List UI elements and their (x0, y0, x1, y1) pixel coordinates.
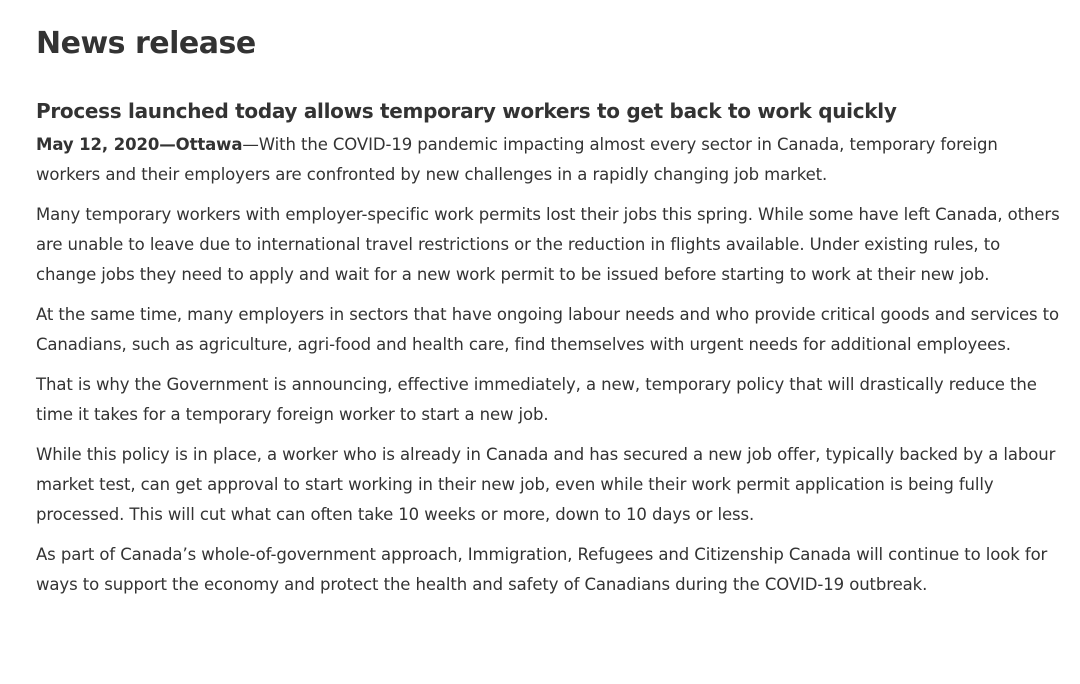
paragraph-3: At the same time, many employers in sectors that have ongoing labour needs and who provide critical goods and services to Canadians, such as agriculture, agri-food and health care, find themselves with urgent needs for additional employees. (36, 305, 1060, 354)
release-subtitle: Process launched today allows temporary workers to get back to work quickly (36, 99, 897, 123)
paragraph-2: Many temporary workers with employer-specific work permits lost their jobs this spring. While some have left Canada, others are unable to leave due to international travel restrictions or the reduction in flights available. Under existing rules, to change jobs they need to apply and wait for a new work permit to be issued before starting to work at their new job. (36, 205, 1060, 284)
page-title: News release (36, 26, 256, 61)
dateline: May 12, 2020—Ottawa (36, 135, 243, 154)
paragraph-5: While this policy is in place, a worker who is already in Canada and has secured a new job offer, typically backed by a labour market test, can get approval to start working in their new job, even while their work permit application is being fully processed. This will cut what can often take 10 weeks or more, down to 10 days or less. (36, 445, 1056, 524)
paragraph-1 (36, 130, 1062, 190)
paragraph-6: As part of Canada’s whole-of-government approach, Immigration, Refugees and Citizenship Canada will continue to look for ways to support the economy and protect the health and safety of Canadians during the COVID-19 outbreak. (36, 545, 1048, 594)
paragraph-1-text: —With the COVID-19 pandemic impacting almost every sector in Canada, temporary foreign workers and their employers are confronted by new challenges in a rapidly changing job market. (36, 135, 998, 184)
paragraph-4: That is why the Government is announcing, effective immediately, a new, temporary policy that will drastically reduce the time it takes for a temporary foreign worker to start a new job. (36, 375, 1037, 424)
